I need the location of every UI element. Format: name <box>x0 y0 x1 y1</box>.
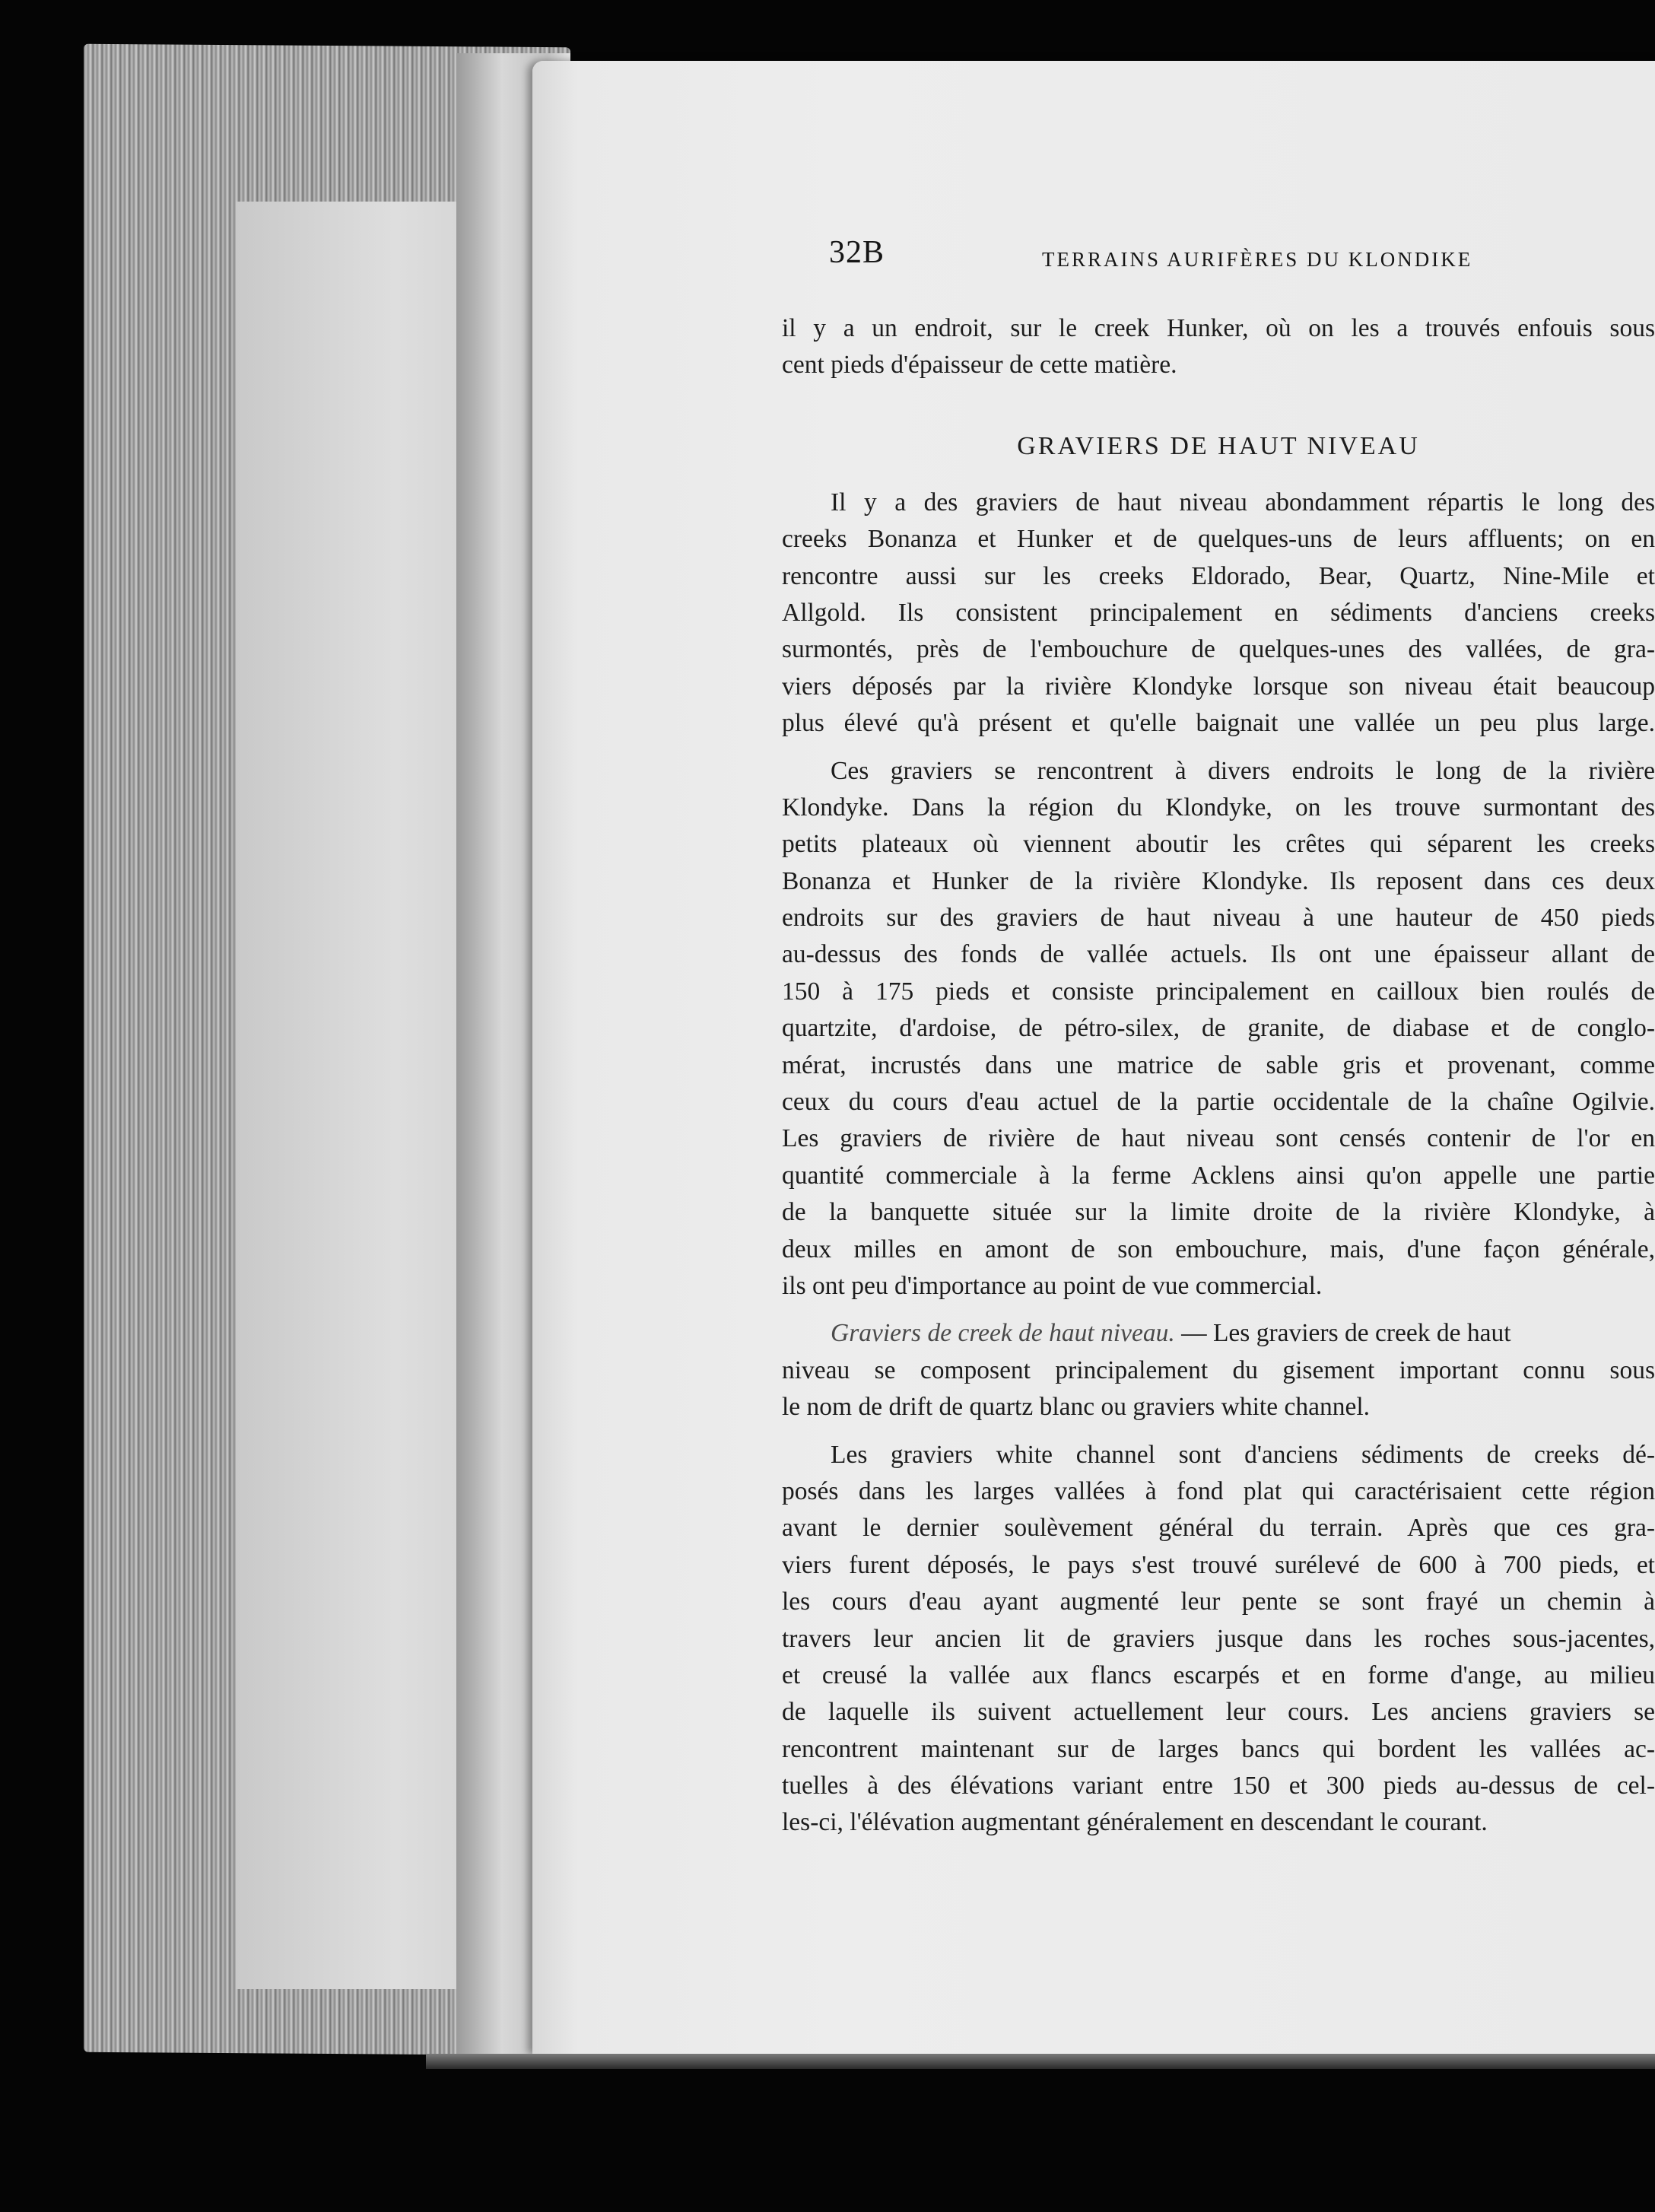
text-line: quantité commerciale à la ferme Acklens ainsi qu'on appelle une partie <box>782 1161 1655 1190</box>
text-line: il y a un endroit, sur le creek Hunker, où on les a trouvés enfouis sous <box>782 314 1655 342</box>
text-line: Klondyke. Dans la région du Klondyke, on les trouve surmontant des <box>782 793 1655 822</box>
section-heading: GRAVIERS DE HAUT NIVEAU <box>1017 431 1420 460</box>
text-line: posés dans les larges vallées à fond plat qui caractérisaient cette région <box>782 1476 1655 1505</box>
text-line: endroits sur des graviers de haut niveau à une hauteur de 450 pieds <box>782 904 1655 933</box>
text-fragment: — Les graviers de creek de haut <box>1181 1319 1511 1348</box>
paragraph <box>782 1437 1655 1842</box>
text-line: surmontés, près de l'embouchure de quelques-unes des vallées, de gra- <box>782 635 1655 664</box>
text-line: travers leur ancien lit de graviers jusque dans les roches sous-jacentes, <box>782 1624 1655 1653</box>
text-line: Les graviers white channel sont d'anciens sédiments de creeks dé- <box>831 1440 1655 1469</box>
text-line: et creusé la vallée aux flancs escarpés et en forme d'ange, au milieu <box>782 1661 1655 1689</box>
text-line: Allgold. Ils consistent principalement en sédiments d'anciens creeks <box>782 598 1655 627</box>
text-line: Les graviers de rivière de haut niveau sont censés contenir de l'or en <box>782 1124 1655 1153</box>
running-title: TERRAINS AURIFÈRES DU KLONDIKE <box>1042 248 1473 271</box>
page-bottom-edge <box>426 2054 1655 2069</box>
text-line: ceux du cours d'eau actuel de la partie occidentale de la chaîne Ogilvie. <box>782 1088 1655 1117</box>
text-line <box>782 1315 1655 1352</box>
text-line: de la banquette située sur la limite droite de la rivière Klondyke, à <box>782 1198 1655 1227</box>
paragraph <box>782 485 1655 742</box>
paragraph <box>782 753 1655 1305</box>
paragraph <box>782 1315 1655 1425</box>
text-line: de laquelle ils suivent actuellement leur cours. Les anciens graviers se <box>782 1698 1655 1727</box>
text-line: 150 à 175 pieds et consiste principalement en cailloux bien roulés de <box>782 977 1655 1006</box>
text-line: quartzite, d'ardoise, de pétro-silex, de granite, de diabase et de conglo- <box>782 1014 1655 1043</box>
text-line: creeks Bonanza et Hunker et de quelques-uns de leurs affluents; on en <box>782 525 1655 554</box>
text-line: deux milles en amont de son embouchure, mais, d'une façon générale, <box>782 1235 1655 1263</box>
text-line: les-ci, l'élévation augmentant généralement en descendant le courant. <box>782 1808 1488 1837</box>
text-line: cent pieds d'épaisseur de cette matière. <box>782 351 1177 380</box>
text-line: petits plateaux où viennent aboutir les crêtes qui séparent les creeks <box>782 830 1655 859</box>
page-number: 32B <box>829 235 885 270</box>
text-line: Ces graviers se rencontrent à divers endroits le long de la rivière <box>831 756 1655 785</box>
text-line: le nom de drift de quartz blanc ou graviers white channel. <box>782 1393 1371 1422</box>
text-line: niveau se composent principalement du gisement important connu sous <box>782 1355 1655 1384</box>
text-line: mérat, incrustés dans une matrice de sable gris et provenant, comme <box>782 1050 1655 1079</box>
text-line: au-dessus des fonds de vallée actuels. Ils ont une épaisseur allant de <box>782 940 1655 969</box>
text-line: ils ont peu d'importance au point de vue commercial. <box>782 1271 1323 1300</box>
text-line: rencontre aussi sur les creeks Eldorado, Bear, Quartz, Nine-Mile et <box>782 561 1655 590</box>
text-line: les cours d'eau ayant augmenté leur pente se sont frayé un chemin à <box>782 1587 1655 1616</box>
text-line: avant le dernier soulèvement général du terrain. Après que ces gra- <box>782 1514 1655 1543</box>
text-line: viers furent déposés, le pays s'est trouvé surélevé de 600 à 700 pieds, et <box>782 1550 1655 1579</box>
text-line: Bonanza et Hunker de la rivière Klondyke. Ils reposent dans ces deux <box>782 866 1655 895</box>
text-line: tuelles à des élévations variant entre 150 et 300 pieds au-dessus de cel- <box>782 1772 1655 1800</box>
paragraph-lead: Graviers de creek de haut niveau. <box>831 1319 1175 1348</box>
text-line: Il y a des graviers de haut niveau abondamment répartis le long des <box>831 488 1655 516</box>
text-line: viers déposés par la rivière Klondyke lorsque son niveau était beaucoup <box>782 672 1655 701</box>
body-text <box>782 310 1655 1842</box>
text-line: rencontrent maintenant sur de larges bancs qui bordent les vallées ac- <box>782 1734 1655 1763</box>
text-line: plus élevé qu'à présent et qu'elle baignait une vallée un peu plus large. <box>782 709 1655 738</box>
page-header <box>829 234 1655 280</box>
